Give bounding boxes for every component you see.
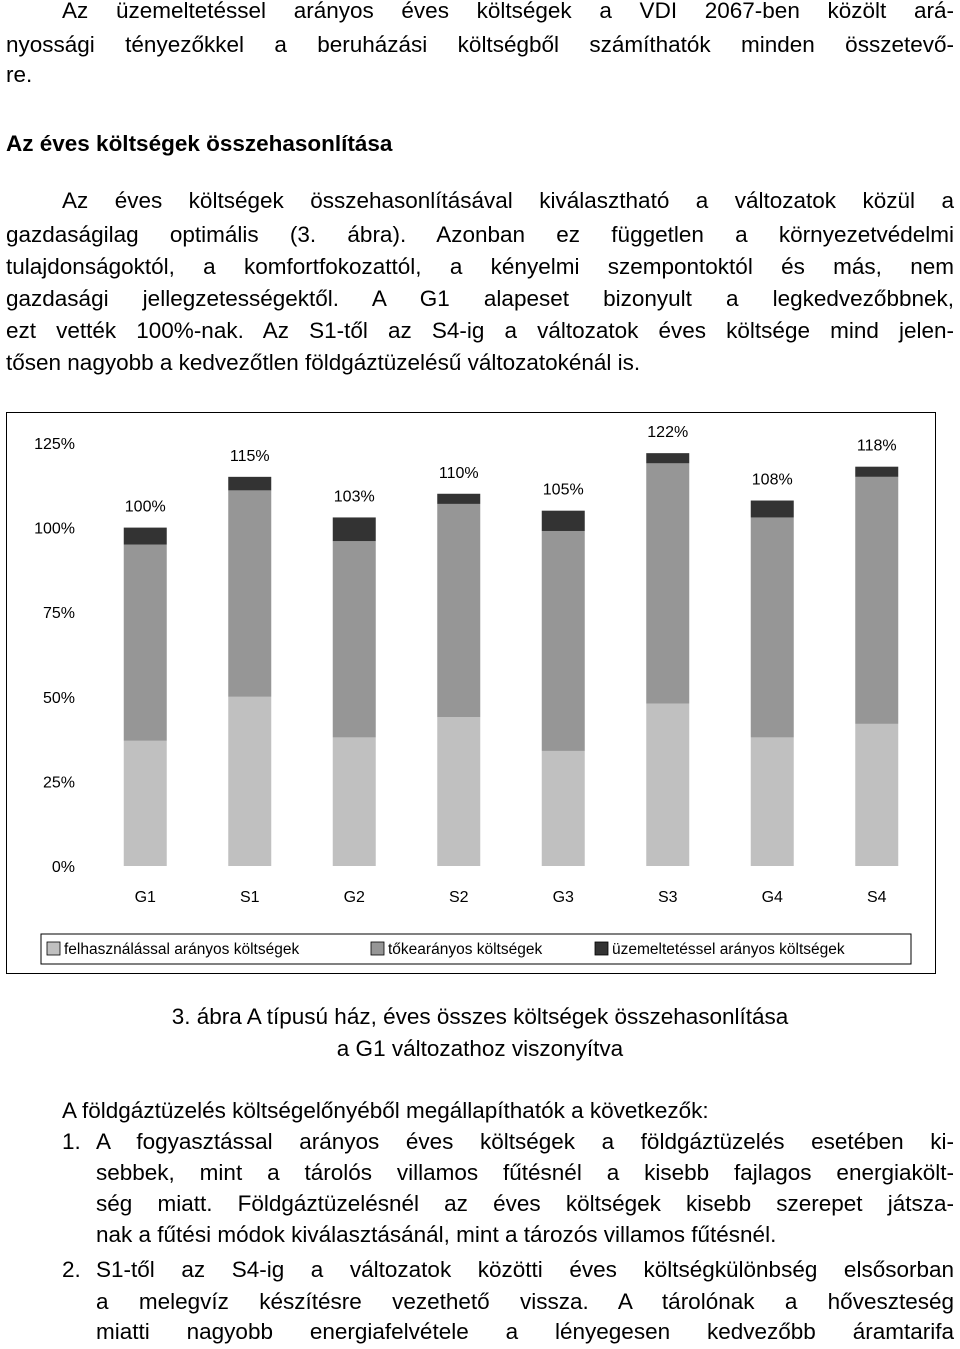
bar-segment [751, 517, 794, 737]
bar-segment [646, 453, 689, 463]
list-intro: A földgáztüzelés költségelőnyéből megállapíthatók a következők: [62, 1098, 709, 1123]
text-line: gazdaságilag optimális (3. ábra). Azonban ez független a környezetvédelmi [6, 222, 954, 247]
list-line: sebbek, mint a tárolós villamos fűtésnél a kisebb fajlagos energiakölt- [96, 1160, 954, 1185]
legend-label: felhasználással arányos költségek [64, 941, 300, 958]
legend-swatch [371, 942, 384, 955]
bar-segment [437, 717, 480, 866]
text-line: ezt vették 100%-nak. Az S1-től az S4-ig a változatok éves költsége mind jelen- [6, 318, 954, 343]
list-line: nak a fűtési módok kiválasztásánál, mint a tározós villamos fűtésnél. [96, 1222, 777, 1247]
bar-segment [437, 494, 480, 504]
list-line: miatti nagyobb energiafelvétele a lényegesen kedvezőbb áramtarifa [96, 1319, 954, 1344]
bar-segment [124, 528, 167, 545]
bar-total-label: 118% [856, 437, 897, 455]
legend-swatch [47, 942, 60, 955]
bar-total-label: 115% [229, 447, 270, 465]
bar-segment [855, 724, 898, 866]
bar-segment [333, 517, 376, 541]
bar-segment [542, 751, 585, 866]
text-line: Az üzemeltetéssel arányos éves költségek a VDI 2067-ben közölt ará- [62, 0, 954, 23]
y-tick-label: 75% [42, 605, 75, 623]
figure-caption-line-1: 3. ábra A típusú ház, éves összes költségek összehasonlítása [171, 1004, 789, 1029]
text-line: tősen nagyobb a kedvezőtlen földgáztüzelésű változatokénál is. [6, 350, 641, 375]
bar-segment [542, 531, 585, 751]
bar-segment [228, 490, 271, 696]
x-category-label: S4 [866, 889, 887, 906]
text-line: Az éves költségek összehasonlításával kiválasztható a változatok közül a [62, 188, 954, 213]
list-line: ség miatt. Földgáztüzelésnél az éves költségek kisebb szerepet játsza- [96, 1191, 954, 1216]
x-category-label: G3 [552, 889, 574, 906]
y-tick-label: 25% [42, 774, 75, 792]
bar-segment [437, 504, 480, 717]
x-category-label: G1 [134, 889, 156, 906]
legend-label: üzemeltetéssel arányos költségek [612, 941, 845, 958]
section-heading: Az éves költségek összehasonlítása [6, 131, 393, 156]
text-line: tulajdonságoktól, a komfortfokozattól, a kényelmi szempontoktól és más, nem [6, 254, 954, 279]
bar-segment [646, 463, 689, 703]
text-line: nyossági tényezőkkel a beruházási költségből számíthatók minden összetevő- [6, 32, 954, 57]
text-line: re. [6, 62, 33, 87]
list-line: S1-től az S4-ig a változatok közötti éves költségkülönbség elsősorban [96, 1257, 954, 1282]
x-category-label: S3 [657, 889, 678, 906]
bar-segment [855, 477, 898, 724]
x-category-label: G4 [761, 889, 783, 906]
bar-segment [751, 501, 794, 518]
y-tick-label: 100% [34, 520, 75, 538]
bar-segment [228, 477, 271, 491]
x-category-label: S2 [448, 889, 469, 906]
list-number: 2. [62, 1257, 81, 1282]
bar-total-label: 122% [647, 424, 689, 442]
bar-segment [333, 737, 376, 866]
text-line: gazdasági jellegzetességektől. A G1 alapeset bizonyult a legkedvezőbbnek, [6, 286, 954, 311]
bar-total-label: 105% [542, 481, 584, 499]
y-tick-label: 50% [42, 689, 75, 707]
cost-comparison-chart [6, 412, 936, 974]
bar-segment [333, 541, 376, 737]
figure-caption-line-2: a G1 változathoz viszonyítva [336, 1036, 624, 1061]
bar-segment [855, 467, 898, 477]
y-tick-label: 125% [34, 436, 75, 453]
bar-segment [124, 545, 167, 741]
legend-label: tőkearányos költségek [388, 941, 543, 958]
legend-swatch [595, 942, 608, 955]
y-tick-label: 0% [51, 859, 75, 876]
bar-total-label: 103% [333, 488, 375, 506]
bar-total-label: 110% [438, 464, 479, 482]
list-number: 1. [62, 1129, 81, 1154]
bar-segment [646, 704, 689, 866]
chart-svg [7, 413, 935, 973]
x-category-label: S1 [239, 889, 260, 906]
bar-total-label: 108% [751, 471, 793, 489]
bar-total-label: 100% [124, 498, 166, 516]
bar-segment [542, 511, 585, 531]
list-line: a melegvíz készítésre vezethető vissza. A tárolónak a hőveszteség [96, 1289, 954, 1314]
x-category-label: G2 [343, 889, 365, 906]
bar-segment [228, 697, 271, 866]
bar-segment [751, 737, 794, 866]
list-line: A fogyasztással arányos éves költségek a földgáztüzelés esetében ki- [96, 1129, 954, 1154]
bar-segment [124, 741, 167, 866]
